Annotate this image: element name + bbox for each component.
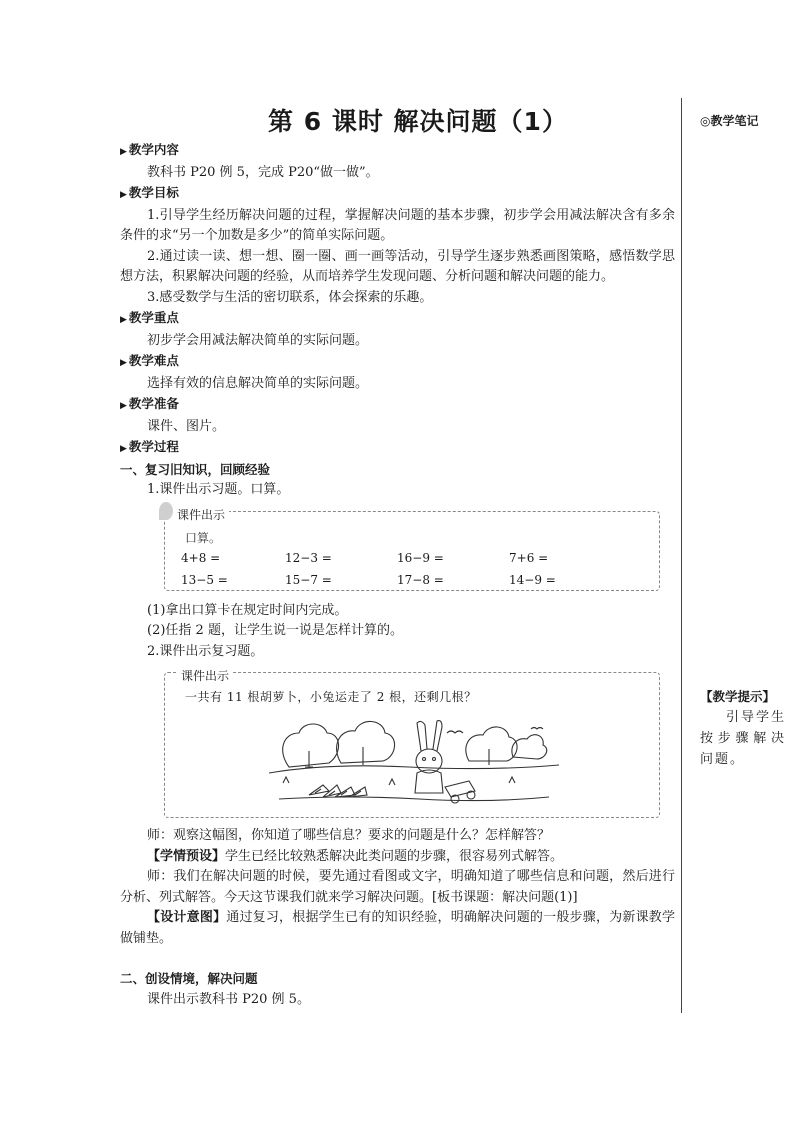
teacher-prompt: 师：观察这幅图，你知道了哪些信息？要求的问题是什么？怎样解答？ bbox=[147, 828, 551, 843]
notes-heading: ◎教学笔记 bbox=[700, 114, 759, 128]
equation: 14−9 = bbox=[509, 572, 556, 587]
goal-item: 2.通过读一读、想一想、圈一圈、画一画等活动，引导学生逐步熟悉画图策略，感悟数学思想方法，积累解决问题的经验，从而培养学生发现问题、分析问题和解决问题的能力。 bbox=[120, 248, 675, 284]
section-heading-goals: ▶ 教学目标 bbox=[120, 185, 179, 200]
section-heading-process: ▶ 教学过程 bbox=[120, 439, 179, 454]
student-preset: 【学情预设】学生已经比较熟悉解决此类问题的步骤，很容易列式解答。 bbox=[147, 848, 564, 864]
equation: 15−7 = bbox=[285, 572, 332, 587]
part2-line: 课件出示教科书 P20 例 5。 bbox=[147, 991, 310, 1007]
notes-divider bbox=[681, 98, 682, 1013]
part1-step1: 1.课件出示习题。口算。 bbox=[147, 482, 290, 497]
content-body: 教科书 P20 例 5，完成 P20“做一做”。 bbox=[147, 164, 379, 180]
part1-sub2: (2)任指 2 题，让学生说一说是怎样计算的。 bbox=[147, 623, 403, 638]
mental-math-instruction: 口算。 bbox=[185, 530, 222, 545]
design-intent: 【设计意图】通过复习，根据学生已有的知识经验，明确解决问题的一般步骤，为新课教学做铺垫。 bbox=[120, 910, 675, 946]
equation: 13−5 = bbox=[181, 572, 228, 587]
equation: 16−9 = bbox=[397, 550, 444, 565]
triangle-bullet-icon: ▶ bbox=[120, 147, 127, 157]
part1-sub1: (1)拿出口算卡在规定时间内完成。 bbox=[147, 602, 348, 618]
courseware-box-mental-math bbox=[164, 507, 660, 591]
key-body: 初步学会用减法解决简单的实际问题。 bbox=[147, 332, 369, 348]
triangle-bullet-icon: ▶ bbox=[120, 358, 127, 368]
goal-item: 1.引导学生经历解决问题的过程，掌握解决问题的基本步骤，初步学会用减法解决含有多余条件的求“另一个加数是多少”的简单实际问题。 bbox=[120, 207, 675, 243]
review-question: 一共有 11 根胡萝卜，小兔运走了 2 根，还剩几根？ bbox=[185, 690, 477, 704]
part1-heading: 一、复习旧知识，回顾经验 bbox=[120, 461, 271, 477]
difficulty-body: 选择有效的信息解决简单的实际问题。 bbox=[147, 375, 369, 391]
prep-body: 课件、图片。 bbox=[147, 418, 226, 434]
part1-step2: 2.课件出示复习题。 bbox=[147, 643, 264, 659]
section-heading-content: ▶ 教学内容 bbox=[120, 142, 179, 157]
section-heading-difficulty: ▶ 教学难点 bbox=[120, 353, 179, 368]
tip-body: 引导学生按步骤解决问题。 bbox=[700, 710, 787, 767]
courseware-label: 课件出示 bbox=[173, 505, 229, 526]
section-heading-prep: ▶ 教学准备 bbox=[120, 396, 179, 411]
section-heading-key: ▶ 教学重点 bbox=[120, 310, 179, 325]
courseware-label: 课件出示 bbox=[177, 666, 233, 687]
courseware-box-review bbox=[164, 669, 660, 818]
teacher-explain: 师：我们在解决问题的时候，要先通过看图或文字，明确知道了哪些信息和问题，然后进行分析、列式解答。今天这节课我们就来学习解决问题。[板书课题：解决问题(1)] bbox=[120, 869, 675, 905]
triangle-bullet-icon: ▶ bbox=[120, 315, 127, 325]
goal-item: 3.感受数学与生活的密切联系，体会探索的乐趣。 bbox=[147, 289, 433, 305]
equation: 17−8 = bbox=[397, 572, 444, 587]
rabbit-carrot-illustration bbox=[269, 711, 559, 811]
equation: 12−3 = bbox=[285, 550, 332, 565]
lesson-content bbox=[120, 140, 675, 1010]
part2-heading: 二、创设情境，解决问题 bbox=[120, 971, 258, 986]
triangle-bullet-icon: ▶ bbox=[120, 190, 127, 200]
leaf-icon bbox=[159, 502, 173, 520]
equation: 7+6 = bbox=[509, 550, 549, 565]
page-title: 第 6 课时 解决问题（1） bbox=[268, 107, 568, 136]
teaching-tip bbox=[700, 686, 786, 770]
tip-title: 【教学提示】 bbox=[700, 689, 776, 704]
equation: 4+8 = bbox=[181, 550, 221, 565]
triangle-bullet-icon: ▶ bbox=[120, 444, 127, 454]
triangle-bullet-icon: ▶ bbox=[120, 401, 127, 411]
